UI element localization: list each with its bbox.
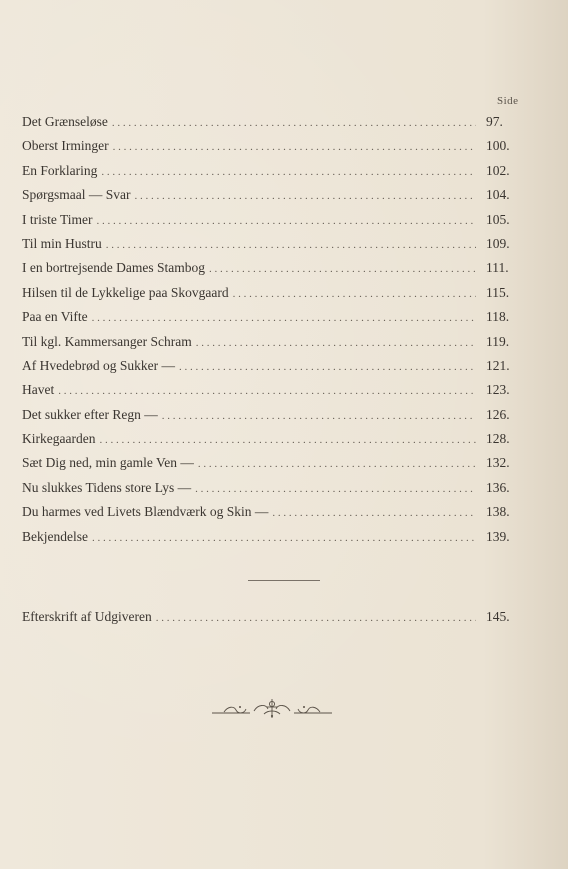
toc-entry-afterword	[22, 605, 530, 629]
dot-leader	[195, 477, 476, 501]
toc-entry	[22, 354, 530, 378]
toc-entry-title: Det Grænseløse	[22, 114, 108, 129]
dot-leader	[209, 257, 476, 281]
dot-leader	[135, 184, 477, 208]
toc-entry-page: 128.	[486, 431, 510, 447]
toc-entry-title: Bekjendelse	[22, 528, 88, 544]
toc-entry	[22, 256, 530, 280]
toc-entry-title: Efterskrift af Udgiveren	[22, 609, 152, 624]
toc-entry-title: Havet	[22, 382, 55, 398]
dot-leader	[58, 379, 476, 403]
toc-entry-title: Det sukker efter Regn —	[22, 406, 158, 422]
toc-entry-title: I triste Timer	[22, 211, 93, 227]
toc-entry	[22, 208, 530, 232]
toc-entry-title: Hilsen til de Lykkelige paa Skovgaard	[22, 284, 229, 300]
toc-entry-title: Oberst Irminger	[22, 138, 109, 154]
toc-entry	[22, 500, 530, 524]
dot-leader	[272, 501, 476, 525]
toc-entry-title: Til min Hustru	[22, 235, 102, 251]
dot-leader	[92, 526, 476, 550]
dot-leader	[106, 233, 476, 257]
toc-entry-title: Paa en Vifte	[22, 309, 88, 325]
afterword-section	[22, 605, 530, 629]
toc-entry	[22, 110, 530, 134]
toc-entry	[22, 403, 530, 427]
toc-entry-title: Du harmes ved Livets Blændværk og Skin —	[22, 504, 269, 520]
toc-entry-title: Spørgsmaal — Svar	[22, 187, 131, 203]
toc-entry-page: 123.	[486, 382, 510, 398]
toc-entry	[22, 183, 530, 207]
toc-entry-page: 104.	[486, 187, 510, 203]
toc-entry-page: 132.	[486, 455, 510, 471]
decorative-ornament-icon	[210, 696, 334, 720]
toc-entry-page: 102.	[486, 162, 510, 178]
toc-entry-title: Sæt Dig ned, min gamle Ven —	[22, 455, 194, 471]
toc-entry	[22, 525, 530, 549]
dot-leader	[162, 404, 476, 428]
toc-entry-page: 126.	[486, 406, 510, 422]
toc-entry-page: 109.	[486, 235, 510, 251]
toc-entry-page: 97.	[486, 114, 503, 129]
toc-entry-page: 121.	[486, 357, 510, 373]
toc-entry	[22, 305, 530, 329]
dot-leader	[101, 160, 476, 184]
toc-entry-title: Til kgl. Kammersanger Schram	[22, 333, 192, 349]
dot-leader	[198, 452, 476, 476]
toc-entry-title: Nu slukkes Tidens store Lys —	[22, 479, 192, 495]
toc-entry-page: 111.	[486, 260, 509, 276]
toc-entry-page: 119.	[486, 333, 510, 349]
toc-entry-title: I en bortrejsende Dames Stambog	[22, 260, 205, 276]
dot-leader	[179, 355, 476, 379]
toc-entry-page: 118.	[486, 309, 510, 325]
toc-entry-page: 145.	[486, 609, 510, 624]
toc-entry-title: Af Hvedebrød og Sukker —	[22, 357, 175, 373]
dot-leader	[233, 282, 476, 306]
toc-entry-title: En Forklaring	[22, 162, 98, 178]
dot-leader	[113, 135, 476, 159]
dot-leader	[97, 209, 476, 233]
toc-entry-page: 100.	[486, 138, 510, 154]
dot-leader	[92, 306, 476, 330]
dot-leader	[112, 111, 476, 135]
toc-entry-page: 139.	[486, 528, 510, 544]
toc-entry	[22, 281, 530, 305]
toc-entry-page: 138.	[486, 504, 510, 520]
dot-leader	[156, 606, 476, 630]
toc-entry	[22, 378, 530, 402]
dot-leader	[99, 428, 476, 452]
toc-entry-page: 105.	[486, 211, 510, 227]
table-of-contents	[22, 110, 530, 549]
toc-entry	[22, 476, 530, 500]
toc-entry	[22, 159, 530, 183]
toc-entry	[22, 134, 530, 158]
dot-leader	[196, 331, 476, 355]
toc-entry	[22, 232, 530, 256]
toc-entry	[22, 427, 530, 451]
toc-entry	[22, 451, 530, 475]
toc-entry-page: 136.	[486, 479, 510, 495]
toc-entry	[22, 330, 530, 354]
toc-entry-title: Kirkegaarden	[22, 431, 96, 447]
page-column-label: Side	[497, 95, 519, 107]
toc-entry-page: 115.	[486, 284, 510, 300]
section-divider	[248, 580, 320, 581]
